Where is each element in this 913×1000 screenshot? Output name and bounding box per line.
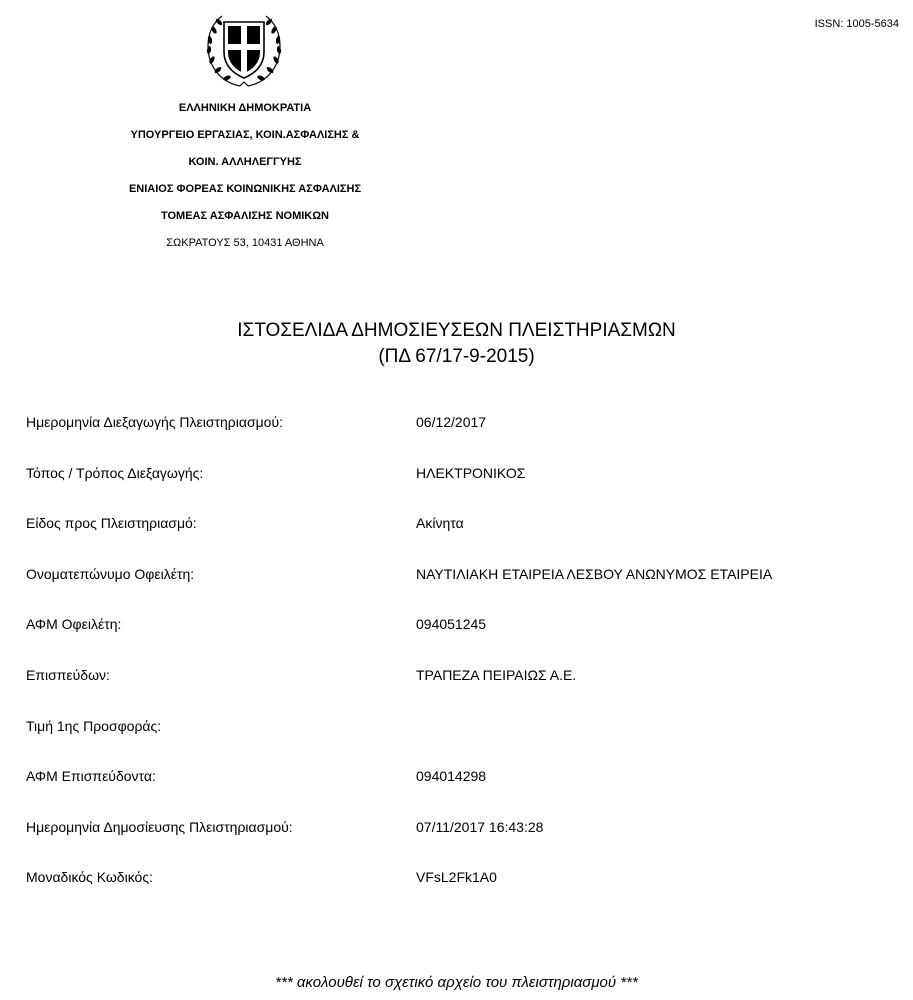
field-auction-item-type <box>26 511 896 562</box>
header-sector: ΤΟΜΕΑΣ ΑΣΦΑΛΙΣΗΣ ΝΟΜΙΚΩΝ <box>160 210 329 222</box>
header-agency: ΕΝΙΑΙΟΣ ΦΟΡΕΑΣ ΚΟΙΝΩΝΙΚΗΣ ΑΣΦΑΛΙΣΗΣ <box>128 183 362 195</box>
header-republic: ΕΛΛΗΝΙΚΗ ΔΗΜΟΚΡΑΤΙΑ <box>178 102 312 114</box>
field-label: Είδος προς Πλειστηριασμό: <box>26 515 197 532</box>
footer-note: *** ακολουθεί το σχετικό αρχείο του πλειστηριασμού *** <box>275 974 638 991</box>
auction-fields <box>26 410 896 916</box>
field-label: Ονοματεπώνυμο Οφειλέτη: <box>26 565 195 582</box>
field-label: Ημερομηνία Δημοσίευσης Πλειστηριασμού: <box>26 818 293 835</box>
field-value: ΤΡΑΠΕΖΑ ΠΕΙΡΑΙΩΣ Α.Ε. <box>416 666 577 683</box>
field-creditor <box>26 663 896 714</box>
field-value: ΗΛΕΚΤΡΟΝΙΚΟΣ <box>416 464 526 481</box>
field-debtor-tax-id <box>26 612 896 663</box>
issn-label: ISSN: 1005-5634 <box>814 18 899 30</box>
field-label: ΑΦΜ Επισπεύδοντα: <box>26 768 156 785</box>
field-value: VFsL2Fk1A0 <box>416 869 497 886</box>
field-auction-method <box>26 461 896 512</box>
page-title <box>0 318 913 370</box>
title-line-1: ΙΣΤΟΣΕΛΙΔΑ ΔΗΜΟΣΙΕΥΣΕΩΝ ΠΛΕΙΣΤΗΡΙΑΣΜΩΝ <box>237 320 676 341</box>
field-value: 06/12/2017 <box>416 414 487 430</box>
header-address: ΣΩΚΡΑΤΟΥΣ 53, 10431 ΑΘΗΝΑ <box>166 237 324 249</box>
header-ministry-cont: ΚΟΙΝ. ΑΛΛΗΛΕΓΓΥΗΣ <box>188 156 302 168</box>
field-label: Τόπος / Τρόπος Διεξαγωγής: <box>26 464 204 481</box>
greek-coat-of-arms-icon <box>200 8 288 92</box>
field-label: Επισπεύδων: <box>26 666 110 683</box>
title-line-2: (ΠΔ 67/17-9-2015) <box>378 346 535 367</box>
field-auction-date <box>26 410 896 461</box>
issuer-header <box>110 98 380 260</box>
field-label: Μοναδικός Κωδικός: <box>26 869 153 886</box>
field-value: 094051245 <box>416 616 487 633</box>
field-label: ΑΦΜ Οφειλέτη: <box>26 616 122 633</box>
field-label: Ημερομηνία Διεξαγωγής Πλειστηριασμού: <box>26 414 284 430</box>
field-label: Τιμή 1ης Προσφοράς: <box>26 717 162 734</box>
field-value: 094014298 <box>416 768 487 785</box>
field-debtor-name <box>26 562 896 613</box>
field-publication-date <box>26 815 896 866</box>
header-ministry: ΥΠΟΥΡΓΕΙΟ ΕΡΓΑΣΙΑΣ, ΚΟΙΝ.ΑΣΦΑΛΙΣΗΣ & <box>130 129 360 141</box>
field-value: Ακίνητα <box>416 515 464 532</box>
field-unique-code <box>26 865 896 916</box>
field-first-offer-price <box>26 714 896 765</box>
field-creditor-tax-id <box>26 764 896 815</box>
field-value: 07/11/2017 16:43:28 <box>416 818 544 835</box>
field-value: ΝΑΥΤΙΛΙΑΚΗ ΕΤΑΙΡΕΙΑ ΛΕΣΒΟΥ ΑΝΩΝΥΜΟΣ ΕΤΑΙΡΕΙΑ <box>416 565 773 582</box>
